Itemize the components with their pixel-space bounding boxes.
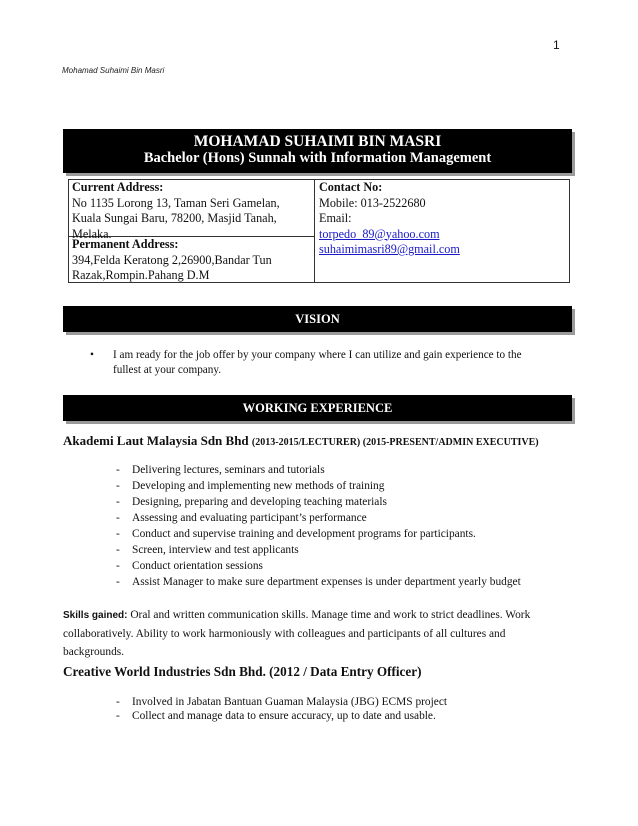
job-role: (2013-2015/LECTURER) (2015-PRESENT/ADMIN EXECUTIVE) <box>251 437 539 448</box>
skills-gained <box>63 606 573 661</box>
address-column <box>69 180 315 282</box>
page-number: 1 <box>553 38 560 52</box>
email-link-gmail[interactable]: suhaimimasri89@gmail.com <box>319 242 460 256</box>
vision-text-line: fullest at your company. <box>113 364 222 376</box>
skills-text: Oral and written communication skills. Manage time and work to strict deadlines. Work <box>127 609 531 621</box>
current-address-line: Kuala Sungai Baru, 78200, Masjid Tanah, <box>72 211 277 225</box>
mobile-number: Mobile: 013-2522680 <box>319 195 426 210</box>
duties-list <box>112 462 521 590</box>
current-address-label: Current Address: <box>72 180 164 194</box>
permanent-address-line: 394,Felda Keratong 2,26900,Bandar Tun <box>72 252 272 267</box>
running-header: Mohamad Suhaimi Bin Masri <box>62 66 165 75</box>
duty-item: - Collect and manage data to ensure accuracy, up to date and usable. <box>112 709 447 723</box>
vision-statement <box>90 348 560 378</box>
job-heading <box>63 433 539 449</box>
vision-heading: VISION <box>63 306 572 332</box>
duty-item: - Assist Manager to make sure department expenses is under department yearly budget <box>112 574 521 590</box>
working-experience-heading: WORKING EXPERIENCE <box>63 395 572 421</box>
duty-item: - Delivering lectures, seminars and tutorials <box>112 462 521 478</box>
company-name: Creative World Industries Sdn Bhd. (2012 / Data Entry Officer) <box>63 664 422 679</box>
duty-item: - Conduct and supervise training and development programs for participants. <box>112 526 521 542</box>
contact-table <box>68 179 570 283</box>
duty-item: - Developing and implementing new methods of training <box>112 478 521 494</box>
email-label: Email: <box>319 211 352 225</box>
company-name: Akademi Laut Malaysia Sdn Bhd <box>63 433 249 448</box>
duty-item: - Conduct orientation sessions <box>112 558 521 574</box>
candidate-degree: Bachelor (Hons) Sunnah with Information Management <box>143 150 492 166</box>
candidate-name: MOHAMAD SUHAIMI BIN MASRI <box>193 133 442 150</box>
skills-text: collaboratively. Ability to work harmoniously with colleagues and participants of all cultures and <box>63 628 506 640</box>
duty-item: - Assessing and evaluating participant’s performance <box>112 510 521 526</box>
skills-text: backgrounds. <box>63 646 125 658</box>
job-heading <box>63 664 422 680</box>
contact-cell <box>319 180 564 258</box>
contact-label: Contact No: <box>319 180 383 194</box>
resume-title-banner <box>63 129 572 173</box>
vision-text-line: I am ready for the job offer by your company where I can utilize and gain experience to the <box>113 349 522 361</box>
duty-item: - Designing, preparing and developing teaching materials <box>112 494 521 510</box>
bullet-icon: • <box>90 349 94 361</box>
current-address-line: No 1135 Lorong 13, Taman Seri Gamelan, <box>72 195 280 210</box>
email-link-yahoo[interactable]: torpedo_89@yahoo.com <box>319 226 440 241</box>
current-address-cell <box>69 180 314 241</box>
duties-list <box>112 695 447 723</box>
permanent-address-line: Razak,Rompin.Pahang D.M <box>72 268 210 282</box>
permanent-address-cell <box>69 237 314 284</box>
skills-label: Skills gained: <box>63 610 128 621</box>
permanent-address-label: Permanent Address: <box>72 237 179 251</box>
duty-item: - Involved in Jabatan Bantuan Guaman Malaysia (JBG) ECMS project <box>112 695 447 709</box>
duty-item: - Screen, interview and test applicants <box>112 542 521 558</box>
current-address-line: Melaka. <box>72 226 112 241</box>
